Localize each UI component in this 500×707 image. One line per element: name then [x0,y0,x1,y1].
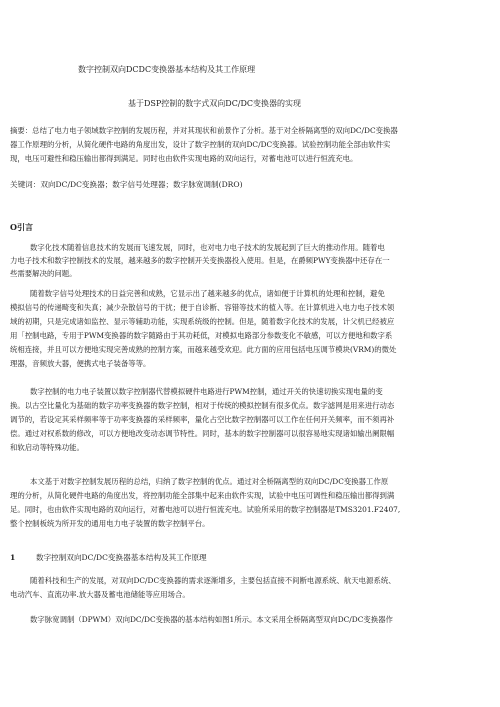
paragraph-line: 理器，音频放大器，便携式电子装备等等。 [10,359,151,368]
paragraph-line: 调节的，若设定其采样频率等于功率变换器的采样频率，量化占空比数字控制器可以工作在任何开关频率，而不须再补 [10,415,395,424]
paragraph-line: 用「控制电路，专用于PWM变换器的数字随路由于其功耗低，对模拟电路部分参数变化不敏感，可以方便地和数字系 [10,331,393,340]
paragraph-line: 统相连接，并且可以方便地实现完善成熟的控制方案，而越来越受欢迎。此方面的应用包括电压调节模块(VRM)的微处 [10,345,397,354]
paragraph-line: 些需要解决的问题。 [10,269,77,278]
paragraph-line: 换。以古空比量化为基础的数字功率变换器的数字控制，相对于传统的模拟控制有很多优点。数字滤网是用来进行动态 [10,401,395,410]
paragraph-line: 偿。通过对权系数的修改，可以方便地改变动态调节特性。同时，基本的数字控制器可以很容易地实现诸如输出阑限幅 [10,429,395,438]
paragraph-line: 数字控制的电力电子装置以数字控制器代替模拟硬件电路进行PWM控制，通过开关的快速切换实现电量的变 [30,387,383,396]
paragraph-line: 随着数字信号处理技术的日益完善和成熟，它显示出了越来越多的优点，诸如便于计算机的处理和控制，避免 [30,289,385,298]
paragraph-line: 理的分析，从简化硬件电路的角度出发，将控制功能全部集中起来由软件实现，试验中电压可调性和稳压输出都得到满 [10,491,395,500]
paragraph-line: 电动汽车、直流功率.放大器及蓄电池储能等应用场合。 [10,590,190,599]
paragraph-line: 力电子技术和数字控制技术的发展，越来越多的数字控制开关变换器投入使用。但是，在爵频PWY变换器中还存在一 [10,256,390,265]
intro-heading: O引言 [10,222,33,232]
keywords: 关键词：双向DC/DC变换器；数字信号处理器；数字脉宽调制(DRO) [10,180,243,189]
paragraph-line: 和软启动等特殊功能。 [10,443,84,452]
section-number: 1 [10,553,16,562]
paragraph-line: 随着科技和生产的发展，对双向DC/DC变换器的需求逐渐增多，主要包括直接不间断电源系统、航天电源系统、 [30,576,396,585]
section-title: 数字控制双向DC/DC变换器基本结构及其工作原理 [36,553,207,562]
paragraph-line: 足。同时，也由软件实现电路的双向运行，对蓄电池可以进行恒流充电。试验所采用的数字控制器是TMS3201.F2407, [10,505,401,514]
abstract-line-3: 现，电压可避性和稳压输出都得到满足。同时也由软件实现电路的双向运行，对蓄电池可以进行恒流充电。 [10,154,358,163]
paragraph-line: 数字脉宽调制（DPWM）双向DC/DC变换器的基本结构如图1所示。本文采用全桥隔离型双向DC/DC变换器作 [30,615,393,624]
paragraph-line: 数字化技术随着信息技术的发展而飞速发展，同时，也对电力电子技术的发展起到了巨大的推动作用。随着电 [30,243,385,252]
abstract-line-1: 摘要：总结了电力电子领域数字控制的发展历程，并对其现状和前景作了分析。基于对全桥隔离型的双向DC/DC变换器 [10,126,398,135]
section-heading [10,552,207,563]
article-title: 基于DSP控制的数字式双向DC/DC变换器的实现 [128,99,302,108]
paragraph-line: 域的初期，只是完成诸如监控、显示等辅助功能，实现系统级的控制。但是，随着数字化技术的发展，计父机已经被应 [10,317,395,326]
abstract-line-2: 器工作原理的分析，从简化硬件电路的角度出发，设计了数字控制的双向DC/DC变换器。试验控制功能全部由软件实 [10,140,391,149]
paragraph-line: 整个控制板统为所开发的通用电力电子装置的数字控制平台。 [10,519,210,528]
paragraph-line: 本文基于对数字控制发展历程的总结，归纳了数字控制的优点。通过对全桥隔离型的双向DC/DC变换器工作原 [30,477,389,486]
paragraph-line: 模拟信号的传递畸变和失真；减少杂散信号的干扰；便于自诊断、容错等技术的植入等。在计算机进入电力电子技术领 [10,303,395,312]
page-title: 数字控制双向DCDC变换器基本结构及其工作原理 [78,65,256,74]
